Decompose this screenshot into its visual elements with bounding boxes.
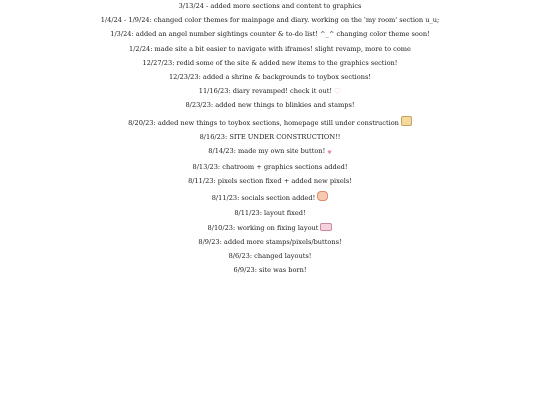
update-text: 8/14/23: made my own site button!: [208, 146, 326, 155]
update-text: 11/16/23: diary revamped! check it out!: [198, 87, 333, 96]
update-entry: [0, 45, 540, 54]
update-entry: [0, 73, 540, 82]
update-entry: [0, 238, 540, 247]
update-text: 8/11/23: socials section added!: [211, 194, 316, 203]
update-entry: [0, 116, 540, 128]
update-text: 6/9/23: site was born!: [233, 266, 307, 275]
tiny-heart-icon: ♥: [327, 149, 332, 156]
update-entry: [0, 147, 540, 158]
update-text: 8/20/23: added new things to toybox sections, homepage still under construction: [128, 118, 399, 127]
update-entry: [0, 101, 540, 110]
update-entry: [0, 223, 540, 233]
update-text: 8/9/23: added more stamps/pixels/buttons!: [198, 238, 342, 246]
update-entry: [0, 252, 540, 261]
update-text: 8/6/23: changed layouts!: [228, 252, 312, 261]
update-text: 1/3/24: added an angel number sightings counter & to-do list! ^_^ changing color theme soon!: [110, 30, 430, 39]
update-text: 1/2/24: made site a bit easier to navigate with iframes! slight revamp, more to come: [129, 44, 411, 53]
update-entry: [0, 133, 540, 142]
update-text: 1/4/24 - 1/9/24: changed color themes for mainpage and diary. working on the 'my room' section u_u;: [100, 16, 440, 25]
lemon-sticker-icon: [401, 116, 412, 126]
update-text: 8/16/23: SITE UNDER CONSTRUCTION!!: [199, 132, 341, 141]
paw-sticker-icon: [317, 191, 328, 201]
update-text: 3/13/24 - added more sections and content to graphics: [178, 2, 362, 10]
update-entry: [0, 16, 540, 25]
update-entry: [0, 2, 540, 11]
cake-sticker-icon: [320, 223, 332, 231]
update-entry: [0, 177, 540, 186]
update-text: 8/23/23: added new things to blinkies and stamps!: [185, 101, 355, 110]
update-text: 12/23/23: added a shrine & backgrounds to toybox sections!: [168, 72, 372, 81]
update-log: [0, 2, 540, 281]
update-entry: [0, 191, 540, 203]
update-entry: [0, 87, 540, 96]
update-text: 12/27/23: redid some of the site & added new items to the graphics section!: [142, 58, 398, 67]
heart-outline-icon: ♡: [334, 87, 342, 97]
update-text: 8/13/23: chatroom + graphics sections added!: [192, 163, 348, 172]
update-entry: [0, 209, 540, 218]
update-entry: [0, 30, 540, 39]
update-entry: [0, 266, 540, 275]
update-text: 8/11/23: layout fixed!: [234, 208, 306, 217]
update-entry: [0, 163, 540, 172]
update-entry: [0, 59, 540, 68]
update-text: 8/10/23: working on fixing layout: [207, 223, 319, 232]
update-text: 8/11/23: pixels section fixed + added new pixels!: [188, 177, 352, 186]
